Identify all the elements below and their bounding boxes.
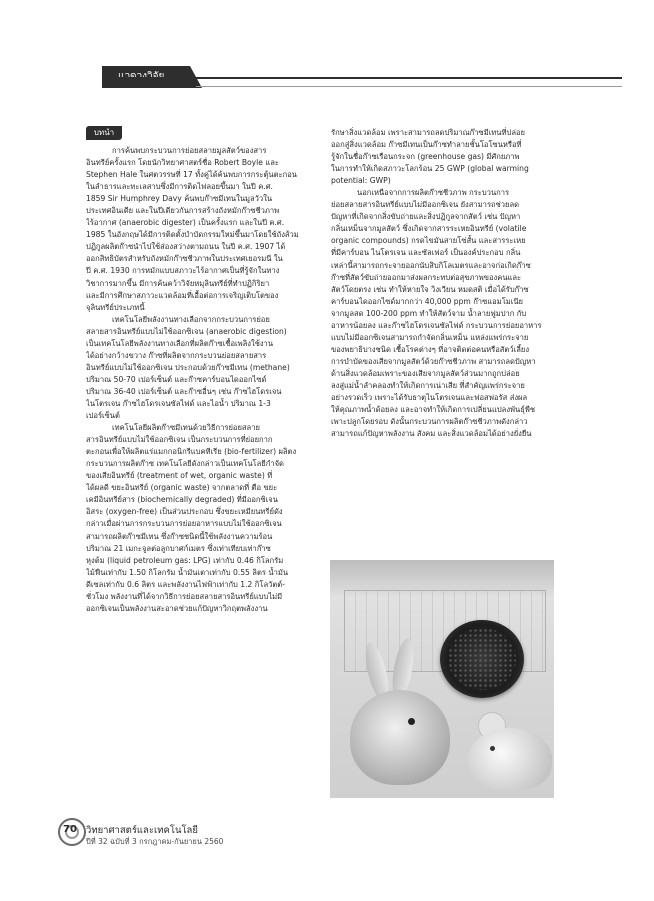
text-line: สามารถผลิตก๊าซมีเทน ซึ่งก๊าซชนิดนี้ใช้พลังงานความร้อน <box>86 531 273 541</box>
text-line: ลงสู่แม่น้ำลำคลองทำให้เกิดการเน่าเสีย ที่สำคัญแพร่กระจาย <box>331 380 525 390</box>
text-line: ได้ผลดี ขยะอินทรีย์ (organic waste) จากตลาดที่ ตือ ขยะ <box>86 483 278 493</box>
text-line: organic compounds) กรดไขมันสายโซ่สั้น และสารระเหย <box>331 236 526 246</box>
article-right-column <box>331 127 555 440</box>
text-line: เปอร์เซ็นต์ <box>86 411 120 421</box>
text-line: ให้คุณภาพน้ำด้อยลง และอาจทำให้เกิดการเปลี่ยนแปลงพันธุ์พืช <box>331 405 536 415</box>
text-line: Stephen Hale ในศตวรรษที่ 17 ทั้งคู่ได้ค้นพบการกระตุ้นตะกอน <box>86 170 297 180</box>
text-line: วิชาการมากขึ้น มีการค้นคว้าวิจัยหมุลินทรีย์ที่ทำปฏิกิริยา <box>86 278 270 288</box>
mouse <box>468 728 552 790</box>
text-line: ปริมาณ 50-70 เปอร์เซ็นต์ และก๊าซคาร์บอนไดออกไซด์ <box>86 374 267 384</box>
text-line: ได้อย่างกว้างขวาง ก๊าซที่ผลิตจากกระบวนย่อยสลายสาร <box>86 350 267 360</box>
text-line: ตะกอนเพื่อให้ผลิตแร่แมกกอนิกรีแบคทีเรีย (bio-fertilizer) ผลิตง <box>86 447 297 457</box>
text-line: เพาะปลูกโดยรอบ ดังนั้นกระบวนการผลิตก๊าซชีวภาพดังกล่าว <box>331 417 528 427</box>
text-line: เหล่านี้สามารถกระจายออกนับสิบกิโลเมตรและอาจก่อเกิดก๊าซ <box>331 260 531 270</box>
text-line: สัตว์โดยตรง เช่น ทำให้หายใจ วิงเวียน หมดสติ เมื่อได้รับก๊าซ <box>331 284 529 294</box>
text-line: ที่มีคาร์บอน ไนโตรเจน และซัลเฟอร์ เป็นองค์ประกอบ กลิ่น <box>331 248 521 258</box>
text-line: หุงต้ม (liquid petroleum gas: LPG) เท่ากับ 0.46 กิโลกรัม <box>86 555 284 565</box>
text-line: และมีการศึกษาสภาวะแวดล้อมที่เอื้อต่อการเจริญเติบโตของ <box>86 290 279 300</box>
text-line: ไม้ฟืนเท่ากับ 1.50 กิโลกรัม น้ำมันเตาเท่ากับ 0.55 ลิตร น้ำมัน <box>86 567 289 577</box>
text-line: การบำบัดของเสียจากมูลสัตว์ด้วยก๊าซชีวภาพ สามารถลดปัญหา <box>331 356 536 366</box>
text-line: ด้านสิ่งแวดล้อมเพราะของเสียจากมูลสัตว์ส่วนมากถูกปล่อย <box>331 368 520 378</box>
text-line: จากมูลสด 100-200 ppm ทำให้สัตว์จาม น้ำลายฟูมปาก กับ <box>331 308 527 318</box>
text-line: รักษาสิ่งแวดล้อม เพราะสามารถลดปริมาณก๊าซมีเทนที่ปล่อย <box>331 128 525 137</box>
text-line: เทคโนโลยีผลิตก๊าซมีเทนด้วยวิธีการย่อยสลาย <box>112 423 260 433</box>
magazine-title: วิทยาศาสตร์และเทคโนโลยี <box>86 825 198 836</box>
text-line: อินทรีย์แบบไม่ใช้ออกซิเจน ประกอบด้วยก๊าซมีเทน (methane) <box>86 362 290 372</box>
text-line: ของเสียอินทรีย์ (treatment of wet, organic waste) ที่ <box>86 471 273 481</box>
text-line: แบบไม่มีออกซิเจนสามารถกำจัดกลิ่นเหม็น แหล่งแพร่กระจาย <box>331 332 529 342</box>
mouse-eye <box>490 746 495 751</box>
magazine-issue: ปีที่ 32 ฉบับที่ 3 กรกฎาคม-กันยายน 2560 <box>86 837 224 846</box>
text-line: สามารถแก้ปัญหาพลังงาน สังคม และสิ่งแวดล้อมได้อย่างยั่งยืน <box>331 429 532 439</box>
text-line: ดีเซลเท่ากับ 0.6 ลิตร และพลังงานไฟฟ้าเท่ากับ 1.2 กิโลวัตต์- <box>86 579 285 589</box>
text-line: ปัญหาที่เกิดจากสิ่งขับถ่ายและสิ่งปฏิกูลจากสัตว์ เช่น ปัญหา <box>331 212 521 222</box>
text-line: ประเทศอินเดีย และในปีเดียวกันการสร้างถังหมักก๊าซชีวภาพ <box>86 206 280 216</box>
text-line: ปี ค.ศ. 1930 การหมักแบบสภาวะไร้อากาศเป็นที่รู้จักในทาง <box>86 266 280 276</box>
text-line: potential: GWP) <box>331 176 391 186</box>
text-line: ปริมาณ 21 เมกะจูลต่อลูกบาศก์เมตร ซึ่งเท่าเทียบเท่าก๊าซ <box>86 543 271 553</box>
text-line: จุลินทรีย์ประเภทนี้ <box>86 302 145 312</box>
text-line: กระบวนการผลิตก๊าซ เทคโนโลยีดังกล่าวเป็นเทคโนโลยีกำจัด <box>86 459 284 469</box>
header-rule-thin <box>196 86 622 87</box>
text-line: ปริมาณ 36-40 เปอร์เซ็นต์ และก๊าซอื่นๆ เช่น ก๊าซไฮโดรเจน <box>86 386 282 396</box>
text-line: เป็นเทคโนโลยีพลังงานทางเลือกที่ผลิตก๊าซเชื้อเพลิงใช้งาน <box>86 338 274 348</box>
page-number: 70 <box>63 824 77 835</box>
text-line: ชั่วโมง พลังงานที่ได้จากวิธีการย่อยสลายสารอินทรีย์แบบไม่มี <box>86 591 283 601</box>
text-line: เคมีอินทรีย์สาร (biochemically degraded) ที่มีออกซิเจน <box>86 495 278 505</box>
rabbit <box>350 690 450 785</box>
text-line: สลายสารอินทรีย์แบบไม่ใช้ออกซิเจน (anaerobic digestion) <box>86 326 287 336</box>
text-line: อินทรีย์ครั้งแรก โดยนักวิทยาศาสตร์ชื่อ Robert Boyle และ <box>86 158 279 168</box>
text-line: ออกสิทธิบัตรสำหรับถังหมักก๊าซชีวภาพในประเทศเยอรมนี ใน <box>86 254 283 264</box>
text-line: นอกเหนือจากการผลิตก๊าซชีวภาพ กระบวนการ <box>357 188 510 198</box>
text-line: 1859 Sir Humphrey Davy ค้นพบก๊าซมีเทนในมูลวัวใน <box>86 194 273 204</box>
text-line: การค้นพบกระบวนการย่อยสลายมูลสัตว์ของสาร <box>112 146 267 155</box>
text-line: ปฏิกูลผลิตก๊าซนำไปใช้ส่องสว่างตามถนน ในปี ค.ศ. 1907 ได้ <box>86 242 286 252</box>
text-line: ในลำธารและทะเลสาบซึ่งมีการติดไฟลอยขึ้นมา ในปี ค.ศ. <box>86 182 273 192</box>
text-line: เทคโนโลยีพลังงานทางเลือกจากกระบวนการย่อย <box>112 314 270 324</box>
text-line: ไนโตรเจน ก๊าซไฮโดรเจนซัลไฟด์ และไอน้ำ ปริมาณ 1-3 <box>86 398 271 408</box>
text-line: ในการทำให้เกิดสภาวะโลกร้อน 25 GWP (global warming <box>331 164 529 174</box>
article-left-column <box>86 145 314 615</box>
text-line: กล่าวเมื่อผ่านการกระบวนการย่อยอาหารแบบไม่ใช้ออกซิเจน <box>86 519 282 529</box>
intro-tag: บทนำ <box>86 126 122 140</box>
text-line: อาหารน้อยลง และก๊าซไฮโดรเจนซัลไฟด์ กระบวนการย่อยอาหาร <box>331 320 542 330</box>
text-line: กลิ่นเหม็นจากมูลสัตว์ ซึ่งเกิดจากสารระเหยอินทรีย์ (volatile <box>331 224 527 234</box>
text-line: ออกซิเจนเป็นพลังงานสะอาดช่วยแก้ปัญหาวิกฤตพลังงาน <box>86 603 268 613</box>
text-line: อิสระ (oxygen-free) เป็นส่วนประกอบ ซึ่งขยะเหมียนทรีย์ดัง <box>86 507 283 517</box>
pellet-texture <box>448 628 516 690</box>
text-line: ไร้อากาศ (anaerobic digester) เป็นครั้งแรก และในปี ค.ศ. <box>86 218 285 228</box>
text-line: ก๊าซที่สัตว์ขับถ่ายออกมาส่งผลกระทบต่อสุขภาพของคนและ <box>331 272 522 282</box>
text-line: รู้จักในชื่อก๊าซเรือนกระจก (greenhouse gas) มีศักยภาพ <box>331 152 520 162</box>
text-line: 1985 ในอังกฤษได้มีการติดตั้งบำบัดกรรมใหม่ขึ้นมาโดยใช้ถังส้วม <box>86 230 299 240</box>
text-line: ของพยาธิบางชนิด เชื้อโรคต่างๆ ที่อาจติดต่อคนหรือสัตว์เลี้ยง <box>331 344 530 354</box>
text-line: ออกสู่สิ่งแวดล้อม ก๊าซมีเทนเป็นก๊าซทำลายชั้นโอโซนหรือที่ <box>331 140 522 150</box>
text-line: คาร์บอนไดออกไซด์มากกว่า 40,000 ppm ก๊าซแอมโมเนีย <box>331 296 524 306</box>
header-rule <box>102 77 622 79</box>
text-line: ย่อยสลายสารอินทรีย์แบบไม่มีออกซิเจน ยังสามารถช่วยลด <box>331 200 520 210</box>
text-line: อย่างรวดเร็ว เพราะได้รับธาตุไนโตรเจนและฟอสฟอรัส ส่งผล <box>331 393 528 403</box>
text-line: สารอินทรีย์แบบไม่ใช้ออกซิเจน เป็นกระบวนการที่ย่อยกาก <box>86 435 273 445</box>
rabbit-eye <box>408 718 415 725</box>
animal-photo <box>330 560 554 798</box>
